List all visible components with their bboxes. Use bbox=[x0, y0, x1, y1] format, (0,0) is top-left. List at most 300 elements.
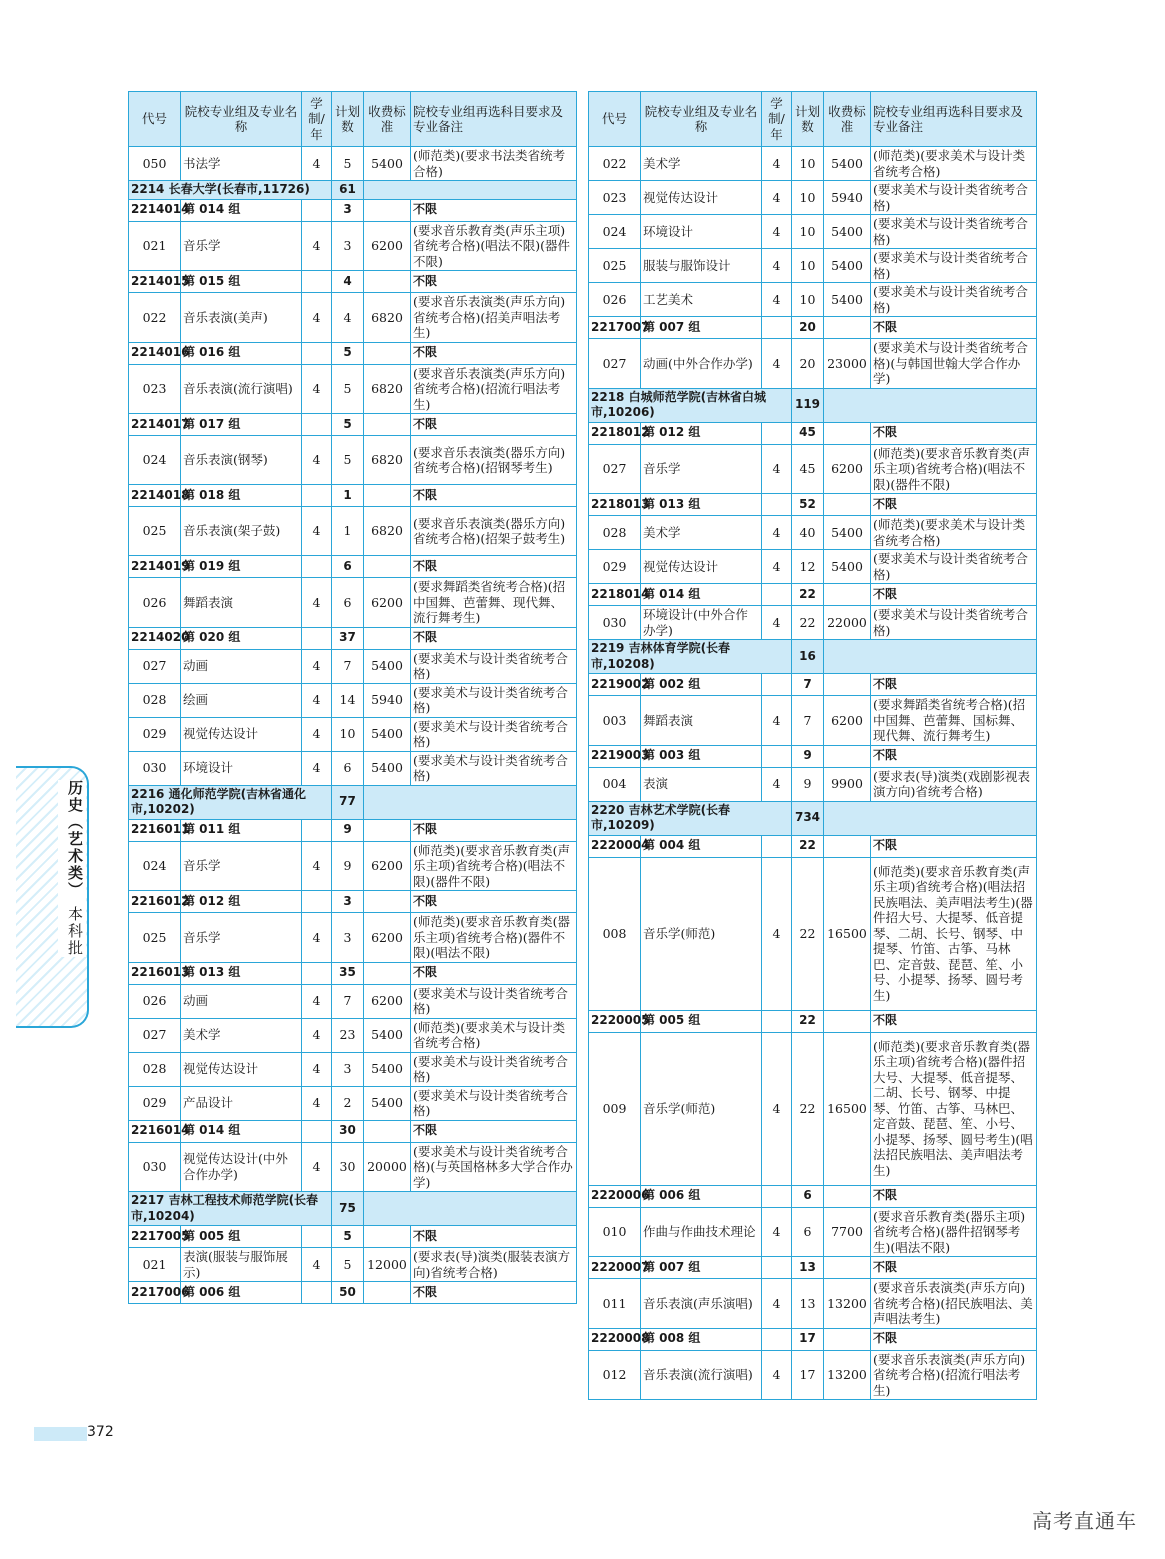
major-plan: 9 bbox=[792, 767, 824, 801]
major-years: 4 bbox=[302, 507, 332, 556]
group-name: 第 004 组 bbox=[641, 835, 762, 857]
group-code: 2217005 bbox=[129, 1226, 181, 1248]
major-years: 4 bbox=[762, 767, 792, 801]
major-row bbox=[589, 339, 1037, 389]
group-fee bbox=[824, 835, 871, 857]
major-fee: 5400 bbox=[364, 751, 411, 785]
major-fee: 5940 bbox=[824, 181, 871, 215]
major-plan: 5 bbox=[332, 436, 364, 485]
group-plan: 3 bbox=[332, 199, 364, 221]
group-code: 2214020 bbox=[129, 627, 181, 649]
group-row bbox=[129, 199, 577, 221]
major-code: 028 bbox=[589, 516, 641, 550]
major-plan: 7 bbox=[332, 649, 364, 683]
group-code: 2219002 bbox=[589, 674, 641, 696]
group-code: 2216011 bbox=[129, 819, 181, 841]
group-name: 第 007 组 bbox=[641, 317, 762, 339]
watermark: 高考直通车 bbox=[1032, 1509, 1137, 1533]
major-code: 026 bbox=[129, 578, 181, 628]
major-note: (要求美术与设计类省统考合格) bbox=[411, 1086, 577, 1120]
major-plan: 22 bbox=[792, 1032, 824, 1185]
group-row bbox=[129, 962, 577, 984]
major-note: (师范类)(要求音乐教育类(声乐主项)省统考合格)(唱法招民族唱法、美声唱法考生)(器件招大号、大提琴、低音提琴、二胡、长号、钢琴、中提琴、竹笛、古筝、马林巴、定音鼓、琵琶、笙、小号、小提琴、扬琴、圆号考生) bbox=[871, 857, 1037, 1010]
major-row bbox=[129, 436, 577, 485]
major-row bbox=[129, 1248, 577, 1282]
group-code: 2218013 bbox=[589, 494, 641, 516]
group-note: 不限 bbox=[411, 199, 577, 221]
group-name: 第 014 组 bbox=[181, 199, 302, 221]
major-note: (师范类)(要求书法类省统考合格) bbox=[411, 147, 577, 181]
major-name: 视觉传达设计 bbox=[181, 717, 302, 751]
major-code: 025 bbox=[129, 507, 181, 556]
major-plan: 14 bbox=[332, 683, 364, 717]
group-fee bbox=[824, 494, 871, 516]
group-name: 第 005 组 bbox=[641, 1010, 762, 1032]
major-years: 4 bbox=[302, 1142, 332, 1192]
group-row bbox=[589, 745, 1037, 767]
major-plan: 3 bbox=[332, 913, 364, 963]
major-note: (师范类)(要求音乐教育类(器乐主项)省统考合格)(器件不限)(唱法不限) bbox=[411, 913, 577, 963]
major-row bbox=[129, 1018, 577, 1052]
major-name: 环境设计 bbox=[181, 751, 302, 785]
major-years: 4 bbox=[762, 857, 792, 1010]
major-plan: 6 bbox=[332, 751, 364, 785]
group-years bbox=[302, 819, 332, 841]
group-fee bbox=[364, 962, 411, 984]
major-note: (师范类)(要求音乐教育类(声乐主项)省统考合格)(唱法不限)(器件不限) bbox=[411, 841, 577, 891]
major-row bbox=[129, 717, 577, 751]
major-name: 视觉传达设计 bbox=[181, 1052, 302, 1086]
major-row bbox=[589, 147, 1037, 181]
major-row bbox=[129, 1142, 577, 1192]
group-code: 2220007 bbox=[589, 1257, 641, 1279]
group-fee bbox=[364, 271, 411, 293]
school-plan: 16 bbox=[792, 640, 824, 674]
major-note: (师范类)(要求音乐教育类(声乐主项)省统考合格)(唱法不限)(器件不限) bbox=[871, 444, 1037, 494]
major-name: 音乐表演(美声) bbox=[181, 293, 302, 343]
major-years: 4 bbox=[762, 1279, 792, 1329]
major-note: (师范类)(要求美术与设计类省统考合格) bbox=[871, 147, 1037, 181]
side-tab-batch: 本科批 bbox=[66, 905, 84, 957]
school-empty bbox=[824, 801, 1037, 835]
major-plan: 22 bbox=[792, 857, 824, 1010]
group-plan: 4 bbox=[332, 271, 364, 293]
major-years: 4 bbox=[302, 1052, 332, 1086]
header-years: 学制/年 bbox=[302, 92, 332, 147]
group-note: 不限 bbox=[411, 819, 577, 841]
group-name: 第 003 组 bbox=[641, 745, 762, 767]
major-code: 021 bbox=[129, 221, 181, 271]
major-name: 视觉传达设计 bbox=[641, 181, 762, 215]
major-note: (要求音乐教育类(器乐主项)省统考合格)(器件招钢琴考生)(唱法不限) bbox=[871, 1207, 1037, 1257]
major-row bbox=[589, 696, 1037, 746]
group-code: 2214018 bbox=[129, 485, 181, 507]
group-row bbox=[129, 271, 577, 293]
major-years: 4 bbox=[302, 1018, 332, 1052]
group-note: 不限 bbox=[871, 745, 1037, 767]
group-plan: 13 bbox=[792, 1257, 824, 1279]
school-name: 2218 白城师范学院(吉林省白城市,10206) bbox=[589, 388, 792, 422]
major-code: 022 bbox=[129, 293, 181, 343]
major-fee: 5400 bbox=[824, 550, 871, 584]
group-plan: 22 bbox=[792, 584, 824, 606]
group-note: 不限 bbox=[411, 627, 577, 649]
group-years bbox=[302, 962, 332, 984]
group-row bbox=[129, 556, 577, 578]
group-name: 第 019 组 bbox=[181, 556, 302, 578]
major-row bbox=[589, 550, 1037, 584]
group-fee bbox=[364, 819, 411, 841]
major-note: (要求美术与设计类省统考合格) bbox=[871, 249, 1037, 283]
major-name: 动画(中外合作办学) bbox=[641, 339, 762, 389]
major-row bbox=[129, 578, 577, 628]
major-plan: 10 bbox=[792, 147, 824, 181]
group-years bbox=[762, 494, 792, 516]
group-note: 不限 bbox=[411, 891, 577, 913]
group-plan: 3 bbox=[332, 891, 364, 913]
admission-table-right bbox=[588, 91, 1037, 1400]
major-name: 美术学 bbox=[641, 516, 762, 550]
major-years: 4 bbox=[302, 751, 332, 785]
major-name: 音乐表演(架子鼓) bbox=[181, 507, 302, 556]
school-name: 2214 长春大学(长春市,11726) bbox=[129, 181, 332, 200]
major-name: 美术学 bbox=[181, 1018, 302, 1052]
major-code: 023 bbox=[589, 181, 641, 215]
major-note: (要求美术与设计类省统考合格) bbox=[411, 683, 577, 717]
group-code: 2220008 bbox=[589, 1328, 641, 1350]
major-name: 表演 bbox=[641, 767, 762, 801]
major-row bbox=[589, 767, 1037, 801]
major-note: (师范类)(要求美术与设计类省统考合格) bbox=[871, 516, 1037, 550]
major-years: 4 bbox=[762, 283, 792, 317]
school-empty bbox=[364, 785, 577, 819]
group-years bbox=[762, 1328, 792, 1350]
group-note: 不限 bbox=[411, 1226, 577, 1248]
side-tab bbox=[16, 766, 89, 1028]
major-code: 022 bbox=[589, 147, 641, 181]
major-row bbox=[589, 606, 1037, 640]
major-note: (要求美术与设计类省统考合格) bbox=[411, 751, 577, 785]
group-plan: 52 bbox=[792, 494, 824, 516]
group-years bbox=[302, 271, 332, 293]
major-row bbox=[129, 913, 577, 963]
major-plan: 40 bbox=[792, 516, 824, 550]
major-name: 音乐学 bbox=[641, 444, 762, 494]
major-fee: 5400 bbox=[824, 516, 871, 550]
group-fee bbox=[824, 745, 871, 767]
group-note: 不限 bbox=[411, 414, 577, 436]
major-fee: 5400 bbox=[364, 717, 411, 751]
group-plan: 6 bbox=[792, 1185, 824, 1207]
group-code: 2219003 bbox=[589, 745, 641, 767]
major-code: 050 bbox=[129, 147, 181, 181]
school-row bbox=[129, 1192, 577, 1226]
major-fee: 13200 bbox=[824, 1350, 871, 1400]
group-fee bbox=[364, 342, 411, 364]
group-plan: 1 bbox=[332, 485, 364, 507]
major-code: 011 bbox=[589, 1279, 641, 1329]
major-code: 026 bbox=[589, 283, 641, 317]
group-note: 不限 bbox=[871, 584, 1037, 606]
group-note: 不限 bbox=[871, 1328, 1037, 1350]
group-name: 第 012 组 bbox=[641, 422, 762, 444]
group-years bbox=[302, 1120, 332, 1142]
major-code: 028 bbox=[129, 1052, 181, 1086]
major-code: 026 bbox=[129, 984, 181, 1018]
header-code: 代号 bbox=[589, 92, 641, 147]
major-name: 音乐表演(声乐演唱) bbox=[641, 1279, 762, 1329]
side-tab-subject: 历史（艺术类） bbox=[66, 780, 84, 899]
group-note: 不限 bbox=[871, 494, 1037, 516]
major-row bbox=[129, 507, 577, 556]
major-fee: 6820 bbox=[364, 293, 411, 343]
group-years bbox=[762, 674, 792, 696]
major-fee: 6820 bbox=[364, 436, 411, 485]
group-fee bbox=[364, 485, 411, 507]
group-plan: 35 bbox=[332, 962, 364, 984]
group-name: 第 014 组 bbox=[181, 1120, 302, 1142]
major-name: 音乐学(师范) bbox=[641, 1032, 762, 1185]
major-row bbox=[129, 147, 577, 181]
major-plan: 12 bbox=[792, 550, 824, 584]
major-years: 4 bbox=[302, 683, 332, 717]
table-body-right bbox=[589, 147, 1037, 1400]
group-name: 第 013 组 bbox=[181, 962, 302, 984]
major-name: 音乐学(师范) bbox=[641, 857, 762, 1010]
major-row bbox=[589, 444, 1037, 494]
group-note: 不限 bbox=[871, 1185, 1037, 1207]
major-row bbox=[589, 1032, 1037, 1185]
major-note: (要求舞蹈类省统考合格)(招中国舞、芭蕾舞、现代舞、流行舞考生) bbox=[411, 578, 577, 628]
major-fee: 16500 bbox=[824, 1032, 871, 1185]
major-fee: 5400 bbox=[824, 283, 871, 317]
major-code: 024 bbox=[129, 436, 181, 485]
group-code: 2217007 bbox=[589, 317, 641, 339]
major-code: 030 bbox=[129, 751, 181, 785]
major-plan: 17 bbox=[792, 1350, 824, 1400]
group-years bbox=[302, 891, 332, 913]
group-years bbox=[302, 627, 332, 649]
group-years bbox=[762, 317, 792, 339]
major-note: (师范类)(要求音乐教育类(器乐主项)省统考合格)(器件招大号、大提琴、低音提琴、二胡、长号、钢琴、中提琴、竹笛、古筝、马林巴、定音鼓、琵琶、笙、小号、小提琴、扬琴、圆号考生)(唱法招民族唱法、美声唱法考生) bbox=[871, 1032, 1037, 1185]
header-years: 学制/年 bbox=[762, 92, 792, 147]
major-fee: 6200 bbox=[824, 444, 871, 494]
group-fee bbox=[824, 1257, 871, 1279]
page-number: 372 bbox=[87, 1424, 114, 1440]
group-name: 第 002 组 bbox=[641, 674, 762, 696]
major-plan: 23 bbox=[332, 1018, 364, 1052]
school-plan: 119 bbox=[792, 388, 824, 422]
group-fee bbox=[364, 556, 411, 578]
group-name: 第 015 组 bbox=[181, 271, 302, 293]
major-plan: 7 bbox=[332, 984, 364, 1018]
major-name: 音乐学 bbox=[181, 841, 302, 891]
major-years: 4 bbox=[302, 293, 332, 343]
group-code: 2214017 bbox=[129, 414, 181, 436]
admission-table-left bbox=[128, 91, 577, 1304]
group-row bbox=[129, 627, 577, 649]
major-plan: 6 bbox=[332, 578, 364, 628]
group-row bbox=[129, 1226, 577, 1248]
major-code: 010 bbox=[589, 1207, 641, 1257]
page-number-bar bbox=[34, 1427, 87, 1441]
major-row bbox=[589, 1350, 1037, 1400]
major-row bbox=[129, 293, 577, 343]
major-note: (要求音乐表演类(声乐方向)省统考合格)(招民族唱法、美声唱法考生) bbox=[871, 1279, 1037, 1329]
major-note: (要求美术与设计类省统考合格) bbox=[871, 215, 1037, 249]
group-years bbox=[302, 556, 332, 578]
major-name: 舞蹈表演 bbox=[641, 696, 762, 746]
group-note: 不限 bbox=[871, 317, 1037, 339]
major-code: 012 bbox=[589, 1350, 641, 1400]
major-years: 4 bbox=[302, 578, 332, 628]
header-fee: 收费标准 bbox=[364, 92, 411, 147]
major-name: 环境设计 bbox=[641, 215, 762, 249]
major-fee: 6820 bbox=[364, 507, 411, 556]
group-name: 第 013 组 bbox=[641, 494, 762, 516]
group-code: 2216012 bbox=[129, 891, 181, 913]
major-plan: 7 bbox=[792, 696, 824, 746]
group-note: 不限 bbox=[411, 962, 577, 984]
school-row bbox=[589, 640, 1037, 674]
major-fee: 5400 bbox=[824, 249, 871, 283]
school-empty bbox=[364, 181, 577, 200]
school-name: 2220 吉林艺术学院(长春市,10209) bbox=[589, 801, 792, 835]
major-years: 4 bbox=[762, 181, 792, 215]
major-row bbox=[129, 1052, 577, 1086]
group-row bbox=[589, 674, 1037, 696]
major-row bbox=[129, 364, 577, 414]
group-note: 不限 bbox=[411, 485, 577, 507]
major-fee: 12000 bbox=[364, 1248, 411, 1282]
major-plan: 30 bbox=[332, 1142, 364, 1192]
school-empty bbox=[364, 1192, 577, 1226]
table-header bbox=[129, 92, 577, 147]
major-name: 服装与服饰设计 bbox=[641, 249, 762, 283]
major-fee: 6200 bbox=[364, 984, 411, 1018]
group-years bbox=[302, 1226, 332, 1248]
major-years: 4 bbox=[762, 550, 792, 584]
group-row bbox=[129, 819, 577, 841]
school-plan: 734 bbox=[792, 801, 824, 835]
group-plan: 30 bbox=[332, 1120, 364, 1142]
group-code: 2218012 bbox=[589, 422, 641, 444]
major-code: 025 bbox=[129, 913, 181, 963]
major-fee: 6200 bbox=[364, 913, 411, 963]
major-years: 4 bbox=[302, 221, 332, 271]
group-note: 不限 bbox=[871, 422, 1037, 444]
major-years: 4 bbox=[302, 436, 332, 485]
header-note: 院校专业组再选科目要求及专业备注 bbox=[871, 92, 1037, 147]
group-plan: 9 bbox=[332, 819, 364, 841]
major-plan: 3 bbox=[332, 1052, 364, 1086]
major-plan: 45 bbox=[792, 444, 824, 494]
group-row bbox=[589, 317, 1037, 339]
major-row bbox=[589, 516, 1037, 550]
group-code: 2216013 bbox=[129, 962, 181, 984]
major-name: 绘画 bbox=[181, 683, 302, 717]
major-note: (要求美术与设计类省统考合格) bbox=[871, 283, 1037, 317]
header-plan: 计划数 bbox=[332, 92, 364, 147]
group-code: 2216014 bbox=[129, 1120, 181, 1142]
major-plan: 6 bbox=[792, 1207, 824, 1257]
major-note: (要求音乐表演类(声乐方向)省统考合格)(招流行唱法考生) bbox=[871, 1350, 1037, 1400]
group-plan: 5 bbox=[332, 342, 364, 364]
group-code: 2220005 bbox=[589, 1010, 641, 1032]
group-fee bbox=[364, 414, 411, 436]
major-years: 4 bbox=[302, 147, 332, 181]
group-row bbox=[129, 1120, 577, 1142]
school-name: 2217 吉林工程技术师范学院(长春市,10204) bbox=[129, 1192, 332, 1226]
major-fee: 16500 bbox=[824, 857, 871, 1010]
major-years: 4 bbox=[762, 1350, 792, 1400]
major-years: 4 bbox=[762, 606, 792, 640]
group-note: 不限 bbox=[871, 674, 1037, 696]
school-empty bbox=[824, 640, 1037, 674]
group-note: 不限 bbox=[871, 1257, 1037, 1279]
group-row bbox=[129, 1282, 577, 1304]
group-note: 不限 bbox=[411, 271, 577, 293]
major-note: (师范类)(要求美术与设计类省统考合格) bbox=[411, 1018, 577, 1052]
school-plan: 77 bbox=[332, 785, 364, 819]
major-fee: 5940 bbox=[364, 683, 411, 717]
group-row bbox=[589, 494, 1037, 516]
major-fee: 5400 bbox=[364, 649, 411, 683]
major-plan: 3 bbox=[332, 221, 364, 271]
major-plan: 2 bbox=[332, 1086, 364, 1120]
group-name: 第 012 组 bbox=[181, 891, 302, 913]
group-plan: 37 bbox=[332, 627, 364, 649]
major-fee: 22000 bbox=[824, 606, 871, 640]
major-years: 4 bbox=[762, 249, 792, 283]
major-plan: 10 bbox=[792, 181, 824, 215]
major-note: (要求音乐表演类(声乐方向)省统考合格)(招美声唱法考生) bbox=[411, 293, 577, 343]
major-name: 美术学 bbox=[641, 147, 762, 181]
group-plan: 17 bbox=[792, 1328, 824, 1350]
major-name: 舞蹈表演 bbox=[181, 578, 302, 628]
group-code: 2220006 bbox=[589, 1185, 641, 1207]
major-name: 视觉传达设计 bbox=[641, 550, 762, 584]
major-code: 008 bbox=[589, 857, 641, 1010]
group-years bbox=[302, 342, 332, 364]
major-code: 027 bbox=[129, 1018, 181, 1052]
major-fee: 5400 bbox=[824, 147, 871, 181]
major-name: 音乐表演(流行演唱) bbox=[641, 1350, 762, 1400]
group-name: 第 005 组 bbox=[181, 1226, 302, 1248]
group-years bbox=[762, 1185, 792, 1207]
major-years: 4 bbox=[302, 649, 332, 683]
major-note: (要求美术与设计类省统考合格) bbox=[871, 606, 1037, 640]
major-code: 029 bbox=[129, 717, 181, 751]
major-note: (要求音乐表演类(声乐方向)省统考合格)(招流行唱法考生) bbox=[411, 364, 577, 414]
group-name: 第 017 组 bbox=[181, 414, 302, 436]
group-note: 不限 bbox=[411, 1282, 577, 1304]
group-years bbox=[762, 1257, 792, 1279]
group-code: 2214016 bbox=[129, 342, 181, 364]
group-fee bbox=[824, 1185, 871, 1207]
group-years bbox=[762, 422, 792, 444]
group-row bbox=[589, 1328, 1037, 1350]
group-row bbox=[589, 1257, 1037, 1279]
major-row bbox=[129, 649, 577, 683]
major-row bbox=[589, 1279, 1037, 1329]
major-name: 书法学 bbox=[181, 147, 302, 181]
major-row bbox=[589, 857, 1037, 1010]
major-row bbox=[129, 221, 577, 271]
major-years: 4 bbox=[762, 516, 792, 550]
group-code: 2214014 bbox=[129, 199, 181, 221]
major-name: 音乐表演(流行演唱) bbox=[181, 364, 302, 414]
